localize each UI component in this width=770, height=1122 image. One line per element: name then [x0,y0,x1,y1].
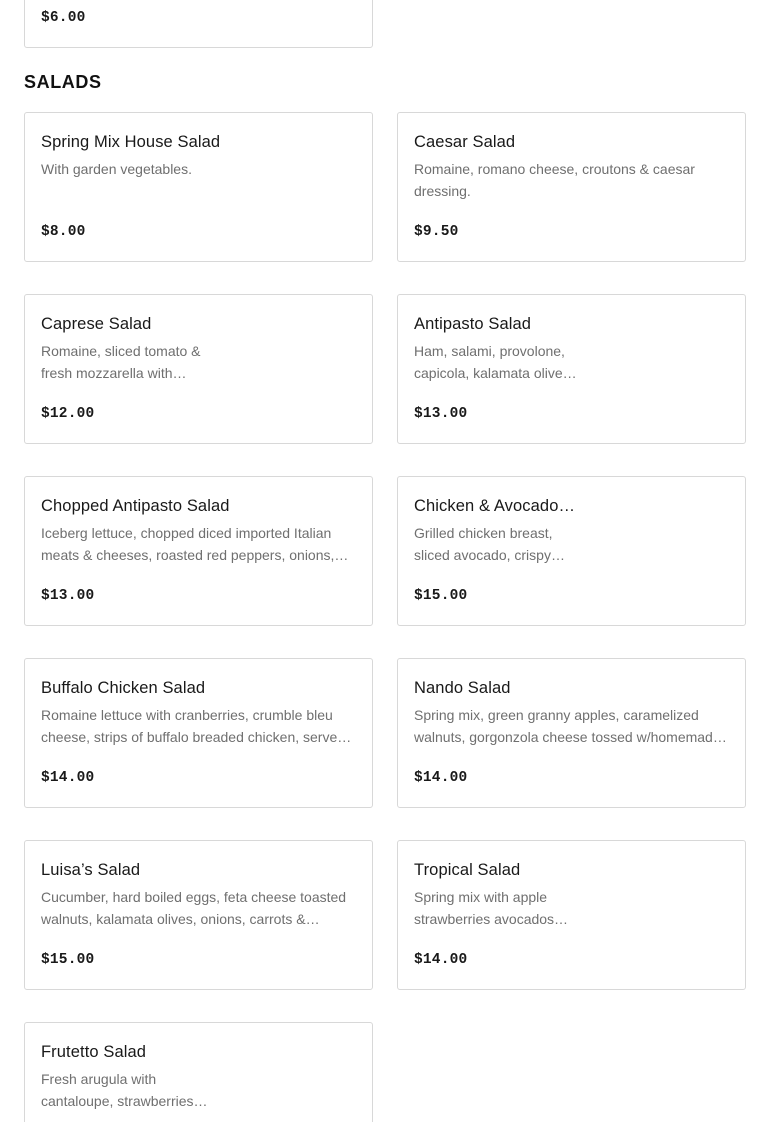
menu-item-card[interactable] [397,112,746,262]
menu-item-card[interactable] [24,1022,373,1122]
menu-item-card[interactable] [24,476,373,626]
item-name: Nando Salad [414,679,511,697]
item-price: $14.00 [414,952,468,968]
item-price: $14.00 [414,770,468,786]
item-price: $15.00 [414,588,468,604]
item-description: Iceberg lettuce, chopped diced imported Italian meats & cheeses, roasted red peppers, onions,… [41,525,349,563]
menu-item-card[interactable] [397,840,746,990]
item-price: $9.50 [414,224,459,240]
item-name: Chicken & Avocado… [414,497,576,515]
item-price: $12.00 [41,406,95,422]
item-price: $14.00 [41,770,95,786]
item-description: With garden vegetables. [41,161,192,177]
menu-item-card[interactable] [24,658,373,808]
item-description: Spring mix, green granny apples, caramelized walnuts, gorgonzola cheese tossed w/homemad… [414,707,727,745]
item-description: Spring mix with apple strawberries avocados… [414,889,569,927]
menu-item-card[interactable] [397,658,746,808]
item-name: Buffalo Chicken Salad [41,679,206,697]
menu-item-card[interactable] [397,476,746,626]
section-title: SALADS [24,72,102,92]
item-name: Antipasto Salad [414,315,532,333]
item-price: $13.00 [41,588,95,604]
item-name: Spring Mix House Salad [41,133,221,151]
item-price: $6.00 [41,10,86,26]
item-description: Grilled chicken breast, sliced avocado, crispy… [414,525,565,563]
item-price: $13.00 [414,406,468,422]
item-description: Cucumber, hard boiled eggs, feta cheese toasted walnuts, kalamata olives, onions, carrots &… [41,889,347,927]
item-price: $8.00 [41,224,86,240]
item-name: Tropical Salad [414,861,521,879]
menu-item-card[interactable] [24,0,373,48]
item-description: Romaine lettuce with cranberries, crumble bleu cheese, strips of buffalo breaded chicken, serve… [41,707,352,745]
item-description: Ham, salami, provolone, capicola, kalamata olive… [414,343,577,381]
item-name: Chopped Antipasto Salad [41,497,230,515]
menu-item-card[interactable] [24,840,373,990]
menu-item-card[interactable] [397,294,746,444]
item-name: Caprese Salad [41,315,152,333]
item-description: Romaine, romano cheese, croutons & caesar dressing. [414,161,695,199]
item-description: Romaine, sliced tomato & fresh mozzarella with… [41,343,201,381]
item-name: Luisa’s Salad [41,861,141,879]
item-name: Caesar Salad [414,133,516,151]
menu-item-card[interactable] [24,112,373,262]
item-price: $15.00 [41,952,95,968]
item-description: Fresh arugula with cantaloupe, strawberries… [41,1071,208,1109]
menu-item-card[interactable] [24,294,373,444]
item-name: Frutetto Salad [41,1043,147,1061]
